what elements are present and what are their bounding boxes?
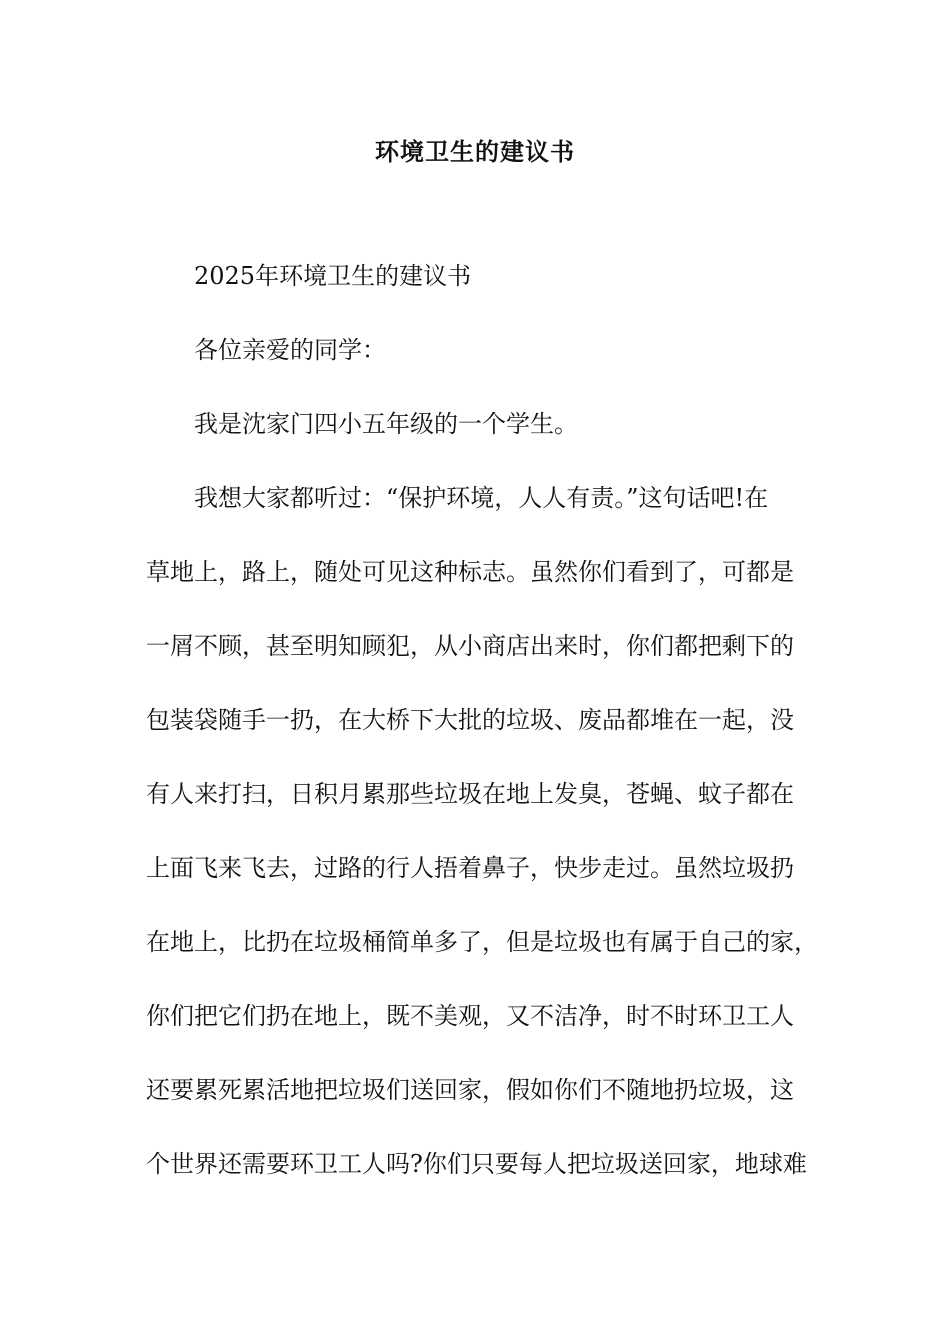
paragraph-line: 个世界还需要环卫工人吗?你们只要每人把垃圾送回家，地球难 bbox=[146, 1150, 807, 1178]
paragraph-line: 上面飞来飞去，过路的行人捂着鼻子，快步走过。虽然垃圾扔 bbox=[146, 854, 794, 882]
paragraph-line: 有人来打扫，日积月累那些垃圾在地上发臭，苍蝇、蚊子都在 bbox=[146, 780, 794, 808]
paragraph-line: 草地上，路上，随处可见这种标志。虽然你们看到了，可都是 bbox=[146, 558, 794, 586]
paragraph-line: 我想大家都听过：“保护环境，人人有责。”这句话吧!在 bbox=[194, 484, 769, 512]
document-title: 环境卫生的建议书 bbox=[375, 138, 575, 166]
paragraph-line: 在地上，比扔在垃圾桶简单多了，但是垃圾也有属于自己的家， bbox=[146, 928, 818, 956]
paragraph-line: 包装袋随手一扔，在大桥下大批的垃圾、废品都堆在一起，没 bbox=[146, 706, 794, 734]
paragraph-line: 一屑不顾，甚至明知顾犯，从小商店出来时，你们都把剩下的 bbox=[146, 632, 794, 660]
paragraph-line: 你们把它们扔在地上，既不美观，又不洁净，时不时环卫工人 bbox=[146, 1002, 794, 1030]
intro-line: 我是沈家门四小五年级的一个学生。 bbox=[194, 410, 578, 438]
salutation-line: 各位亲爱的同学： bbox=[194, 336, 386, 364]
document-body bbox=[146, 256, 836, 1218]
subtitle-line: 2025年环境卫生的建议书 bbox=[194, 262, 472, 290]
paragraph-line: 还要累死累活地把垃圾们送回家，假如你们不随地扔垃圾，这 bbox=[146, 1076, 794, 1104]
